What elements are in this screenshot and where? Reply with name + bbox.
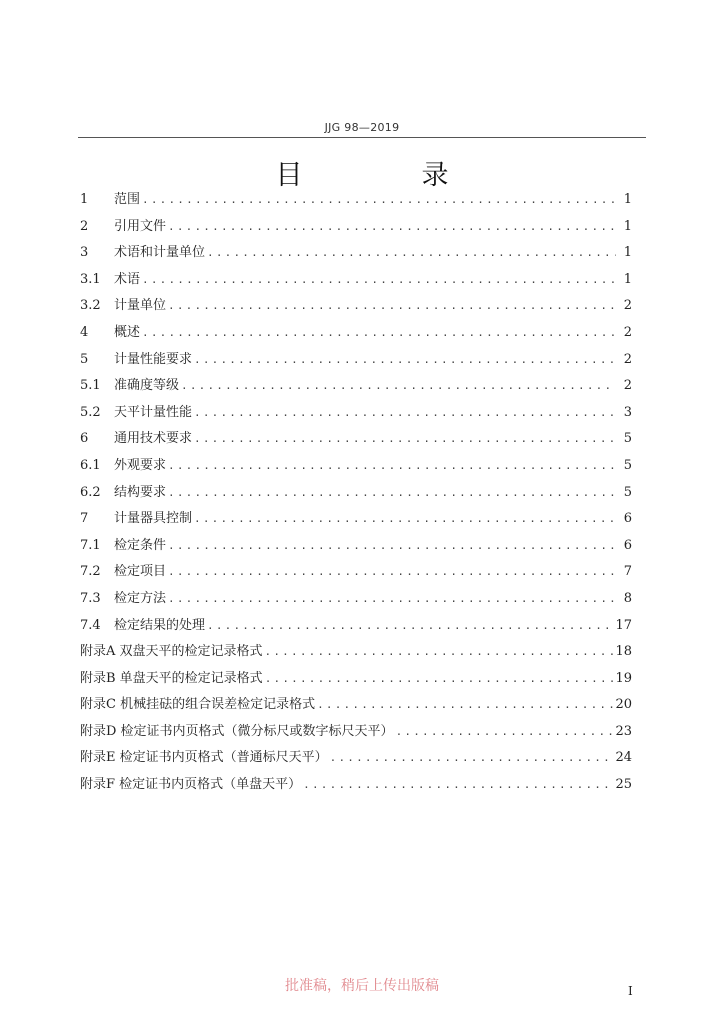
- toc-leader-dots: [168, 459, 616, 472]
- toc-entry-page: 6: [623, 537, 632, 553]
- toc-entry-number: 7.2: [80, 564, 101, 580]
- toc-entry[interactable]: [80, 773, 632, 800]
- toc-entry-page: 1: [623, 192, 632, 207]
- toc-entry-label: 术语和计量单位: [114, 245, 206, 261]
- toc-entry-page: 5: [623, 457, 632, 473]
- toc-entry[interactable]: [80, 720, 632, 747]
- toc-entry-number: 6.2: [80, 484, 101, 500]
- toc-entry[interactable]: [80, 746, 632, 773]
- toc-entry-number: 6: [80, 431, 89, 447]
- toc-entry[interactable]: [80, 534, 632, 561]
- toc-entry-page: 8: [623, 590, 632, 606]
- toc-leader-dots: [168, 565, 616, 578]
- toc-entry-page: 18: [615, 644, 632, 660]
- toc-entry[interactable]: [80, 427, 632, 454]
- toc-entry[interactable]: [80, 268, 632, 295]
- toc-leader-dots: [330, 751, 614, 764]
- toc-leader-dots: [207, 619, 613, 632]
- toc-entry[interactable]: [80, 693, 632, 720]
- toc-entry[interactable]: [80, 215, 632, 242]
- toc-entry[interactable]: [80, 348, 632, 375]
- toc-leader-dots: [168, 220, 616, 233]
- toc-entry-label: 附录B 单盘天平的检定记录格式: [80, 670, 263, 686]
- toc-entry[interactable]: [80, 374, 632, 401]
- toc-entry-page: 7: [623, 564, 632, 580]
- toc-entry-page: 1: [623, 245, 632, 261]
- toc-entry[interactable]: [80, 454, 632, 481]
- toc-entry-number: 4: [80, 324, 89, 340]
- toc-entry-label: 概述: [114, 324, 141, 340]
- toc-entry-number: 6.1: [80, 457, 101, 473]
- toc-entry-page: 1: [623, 218, 632, 234]
- watermark-text: 批准稿，稍后上传出版稿: [285, 978, 439, 994]
- toc-entry-label: 结构要求: [114, 484, 167, 500]
- toc-entry[interactable]: [80, 481, 632, 508]
- toc-entry-number: 7.3: [80, 590, 101, 606]
- toc-entry-label: 附录C 机械挂砝的组合误差检定记录格式: [80, 697, 316, 713]
- toc-entry-label: 检定方法: [114, 590, 167, 606]
- toc-leader-dots: [142, 273, 616, 286]
- toc-entry[interactable]: [80, 294, 632, 321]
- toc-leader-dots: [194, 432, 616, 445]
- toc-entry[interactable]: [80, 188, 632, 215]
- toc-entry[interactable]: [80, 560, 632, 587]
- toc-leader-dots: [168, 539, 616, 552]
- table-of-contents: [80, 188, 632, 800]
- toc-entry-page: 5: [623, 431, 632, 447]
- toc-entry-page: 19: [615, 670, 632, 686]
- header-divider: [78, 137, 646, 138]
- toc-entry-label: 准确度等级: [114, 378, 180, 394]
- toc-entry-number: 1: [80, 192, 89, 207]
- toc-entry-page: 20: [615, 697, 632, 713]
- toc-entry-label: 计量性能要求: [114, 351, 193, 367]
- toc-entry-page: 2: [623, 378, 632, 394]
- toc-leader-dots: [168, 299, 616, 312]
- toc-entry-page: 1: [623, 271, 632, 287]
- toc-entry-page: 2: [623, 298, 632, 314]
- toc-entry-label: 检定结果的处理: [114, 617, 206, 633]
- toc-entry-label: 检定条件: [114, 537, 167, 553]
- toc-entry-label: 外观要求: [114, 457, 167, 473]
- toc-leader-dots: [142, 326, 616, 339]
- page-number: I: [628, 984, 633, 998]
- toc-leader-dots: [303, 778, 613, 791]
- toc-leader-dots: [317, 698, 613, 711]
- toc-entry-label: 附录E 检定证书内页格式（普通标尺天平）: [80, 750, 328, 766]
- toc-entry-label: 范围: [114, 192, 141, 207]
- toc-entry-page: 6: [623, 511, 632, 527]
- toc-entry[interactable]: [80, 321, 632, 348]
- toc-entry-label: 附录D 检定证书内页格式（微分标尺或数字标尺天平）: [80, 723, 394, 739]
- toc-entry[interactable]: [80, 507, 632, 534]
- toc-leader-dots: [207, 246, 616, 259]
- toc-entry[interactable]: [80, 614, 632, 641]
- toc-entry-number: 3.1: [80, 271, 101, 287]
- toc-entry[interactable]: [80, 667, 632, 694]
- toc-entry-label: 附录A 双盘天平的检定记录格式: [80, 644, 263, 660]
- toc-entry-number: 5.1: [80, 378, 101, 394]
- toc-entry-page: 24: [615, 750, 632, 766]
- toc-entry-number: 2: [80, 218, 89, 234]
- toc-entry-label: 检定项目: [114, 564, 167, 580]
- toc-leader-dots: [194, 353, 616, 366]
- toc-entry-page: 17: [615, 617, 632, 633]
- toc-entry-label: 计量器具控制: [114, 511, 193, 527]
- toc-entry-number: 7.4: [80, 617, 101, 633]
- toc-entry-label: 术语: [114, 271, 141, 287]
- toc-entry[interactable]: [80, 640, 632, 667]
- toc-leader-dots: [181, 379, 616, 392]
- toc-entry-page: 5: [623, 484, 632, 500]
- toc-leader-dots: [194, 406, 616, 419]
- toc-leader-dots: [142, 193, 616, 206]
- toc-leader-dots: [265, 645, 614, 658]
- toc-entry[interactable]: [80, 241, 632, 268]
- page-title: 目 录: [275, 160, 495, 191]
- document-code-header: JJG 98—2019: [324, 121, 400, 134]
- toc-leader-dots: [168, 592, 616, 605]
- toc-entry-number: 5: [80, 351, 89, 367]
- toc-entry[interactable]: [80, 401, 632, 428]
- toc-entry-page: 23: [615, 723, 632, 739]
- toc-entry[interactable]: [80, 587, 632, 614]
- toc-entry-number: 5.2: [80, 404, 101, 420]
- toc-entry-label: 计量单位: [114, 298, 167, 314]
- toc-entry-number: 7.1: [80, 537, 101, 553]
- toc-entry-page: 2: [623, 324, 632, 340]
- toc-leader-dots: [168, 486, 616, 499]
- toc-entry-label: 引用文件: [114, 218, 167, 234]
- toc-entry-label: 天平计量性能: [114, 404, 193, 420]
- toc-entry-number: 3.2: [80, 298, 101, 314]
- toc-leader-dots: [265, 672, 614, 685]
- toc-entry-page: 25: [615, 777, 632, 793]
- toc-entry-number: 7: [80, 511, 89, 527]
- toc-entry-number: 3: [80, 245, 89, 261]
- toc-leader-dots: [396, 725, 614, 738]
- toc-entry-page: 2: [623, 351, 632, 367]
- toc-entry-label: 通用技术要求: [114, 431, 193, 447]
- toc-leader-dots: [194, 512, 616, 525]
- toc-entry-page: 3: [623, 404, 632, 420]
- toc-entry-label: 附录F 检定证书内页格式（单盘天平）: [80, 777, 302, 793]
